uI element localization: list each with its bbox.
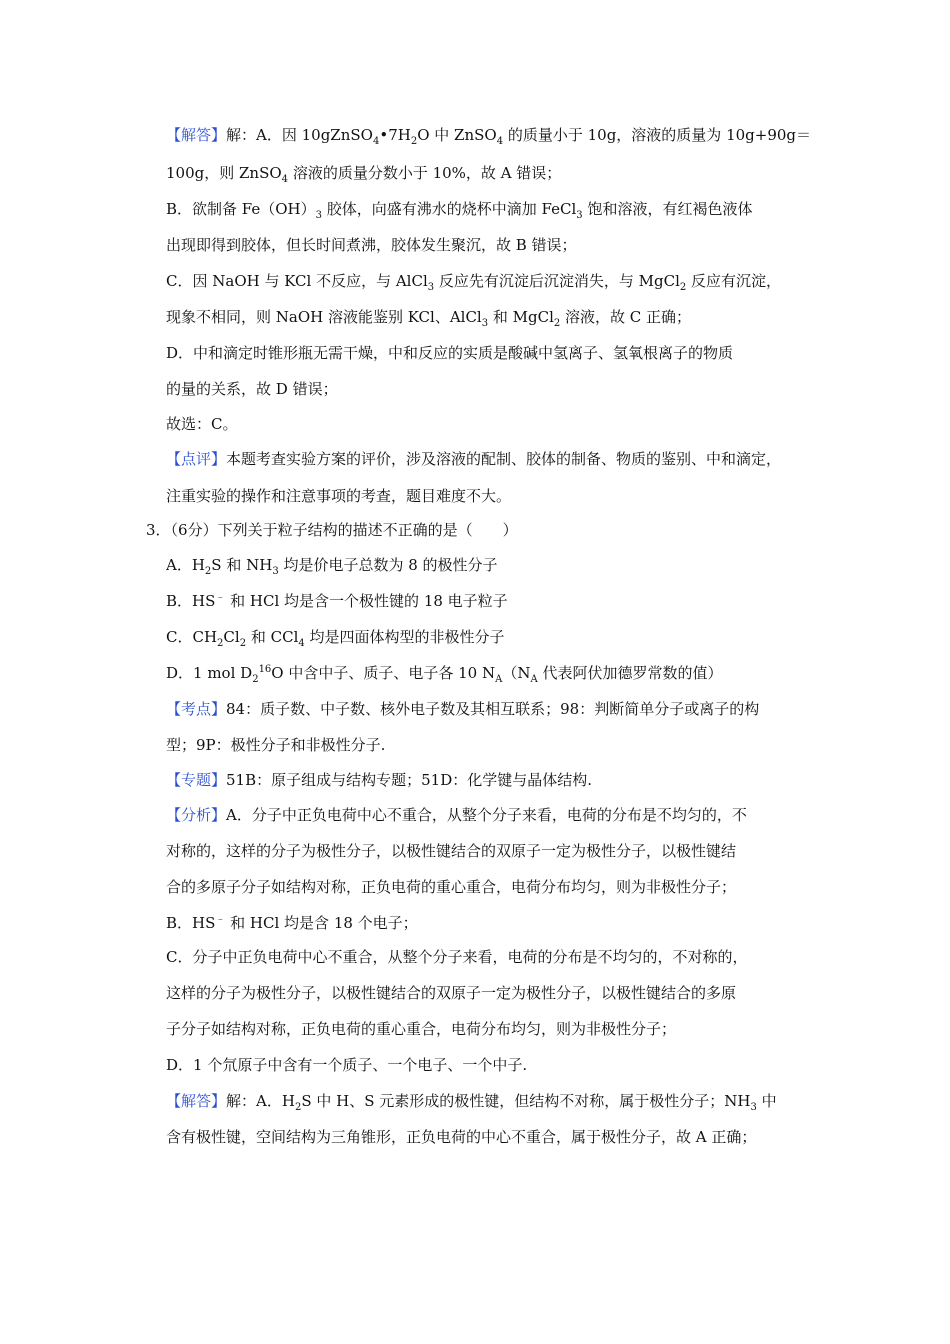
answer-line-9: 故选：C。 [166,415,238,433]
answer2-tag: 【解答】 [166,1092,227,1110]
zhuanti-tag: 【专题】 [166,771,227,789]
comment-line-2: 注重实验的操作和注意事项的考查，题目难度不大。 [166,487,512,505]
fenxi-line-1: 【分析】A．分子中正负电荷中心不重合，从整个分子来看，电荷的分布是不均匀的，不 [166,806,747,824]
kaodian-tag: 【考点】 [166,700,227,718]
fenxi-line-3: 合的多原子分子如结构对称，正负电荷的重心重合，电荷分布均匀，则为非极性分子； [166,878,737,896]
zhuanti-line-1: 【专题】51B：原子组成与结构专题；51D：化学键与晶体结构. [166,771,593,789]
answer2-line-1: 【解答】解：A．$H_2S$ 中 H、S 元素形成的极性键，但结构不对称，属于极性分子；$NH_3$ 中 [166,1092,777,1113]
comment-tag: 【点评】 [166,450,227,468]
answer-line-7: D．中和滴定时锥形瓶无需干燥，中和反应的实质是酸碱中氢离子、氢氧根离子的物质 [166,344,734,362]
answer-line-1: 【解答】解：A．因 $10gZnSO_4•7H_2O$ 中 ZnSO$_4$ 的质量小于 10g，溶液的质量为 10g+90g＝ [166,126,812,147]
answer-line-8: 的量的关系，故 D 错误； [166,380,338,398]
fenxi-line-7: 子分子如结构对称，正负电荷的重心重合，电荷分布均匀，则为非极性分子； [166,1020,677,1038]
answer-line-3: B．欲制备 $Fe(OH)_3$ 胶体，向盛有沸水的烧杯中滴加 FeCl$_3$ 饱和溶液，有红褐色液体 [166,200,753,221]
fenxi-line-4: B．HS﹣ 和 HCl 均是含 18 个电子； [166,914,418,932]
fenxi-line-5: C．分子中正负电荷中心不重合，从整个分子来看，电荷的分布是不均匀的，不对称的， [166,948,748,966]
option-a: A．$H_2S$ 和 $NH_3$ 均是价电子总数为 8 的极性分子 [166,556,498,577]
answer-line-5: C．因 NaOH 与 KCl 不反应，与 AlCl$_3$ 反应先有沉淀后沉淀消失，与 MgCl$_2$ 反应有沉淀， [166,272,782,293]
answer-line-2: 100g，则 ZnSO$_4$ 溶液的质量分数小于 10%，故 A 错误； [166,164,562,185]
kaodian-line-1: 【考点】84：质子数、中子数、核外电子数及其相互联系；98：判断简单分子或离子的构 [166,700,760,718]
fenxi-tag: 【分析】 [166,806,227,824]
fenxi-line-8: D．1 个氘原子中含有一个质子、一个电子、一个中子. [166,1056,528,1074]
fenxi-line-6: 这样的分子为极性分子，以极性键结合的双原子一定为极性分子，以极性键结合的多原 [166,984,737,1002]
fenxi-line-2: 对称的，这样的分子为极性分子，以极性键结合的双原子一定为极性分子，以极性键结 [166,842,737,860]
answer-line-4: 出现即得到胶体，但长时间煮沸，胶体发生聚沉，故 B 错误； [166,236,577,254]
answer-tag: 【解答】 [166,126,227,144]
answer-line-6: 现象不相同，则 NaOH 溶液能鉴别 KCl、AlCl$_3$ 和 MgCl$_2$ 溶液，故 C 正确； [166,308,692,329]
option-c: C．$CH_2Cl_2$ 和 CCl$_4$ 均是四面体构型的非极性分子 [166,628,505,649]
question-stem: 3．（6分）下列关于粒子结构的描述不正确的是（ ） [146,521,518,539]
comment-line-1: 【点评】本题考查实验方案的评价，涉及溶液的配制、胶体的制备、物质的鉴别、中和滴定， [166,450,782,468]
option-d: D．1 mol $D_2^{16}O$ 中含中子、质子、电子各 10 $N_A(N_A$ 代表阿伏加德罗常数的值） [166,664,723,685]
kaodian-line-2: 型；9P：极性分子和非极性分子. [166,736,386,754]
option-b: B．HS﹣ 和 HCl 均是含一个极性键的 18 电子粒子 [166,592,508,610]
answer2-line-2: 含有极性键，空间结构为三角锥形，正负电荷的中心不重合，属于极性分子，故 A 正确； [166,1128,757,1146]
